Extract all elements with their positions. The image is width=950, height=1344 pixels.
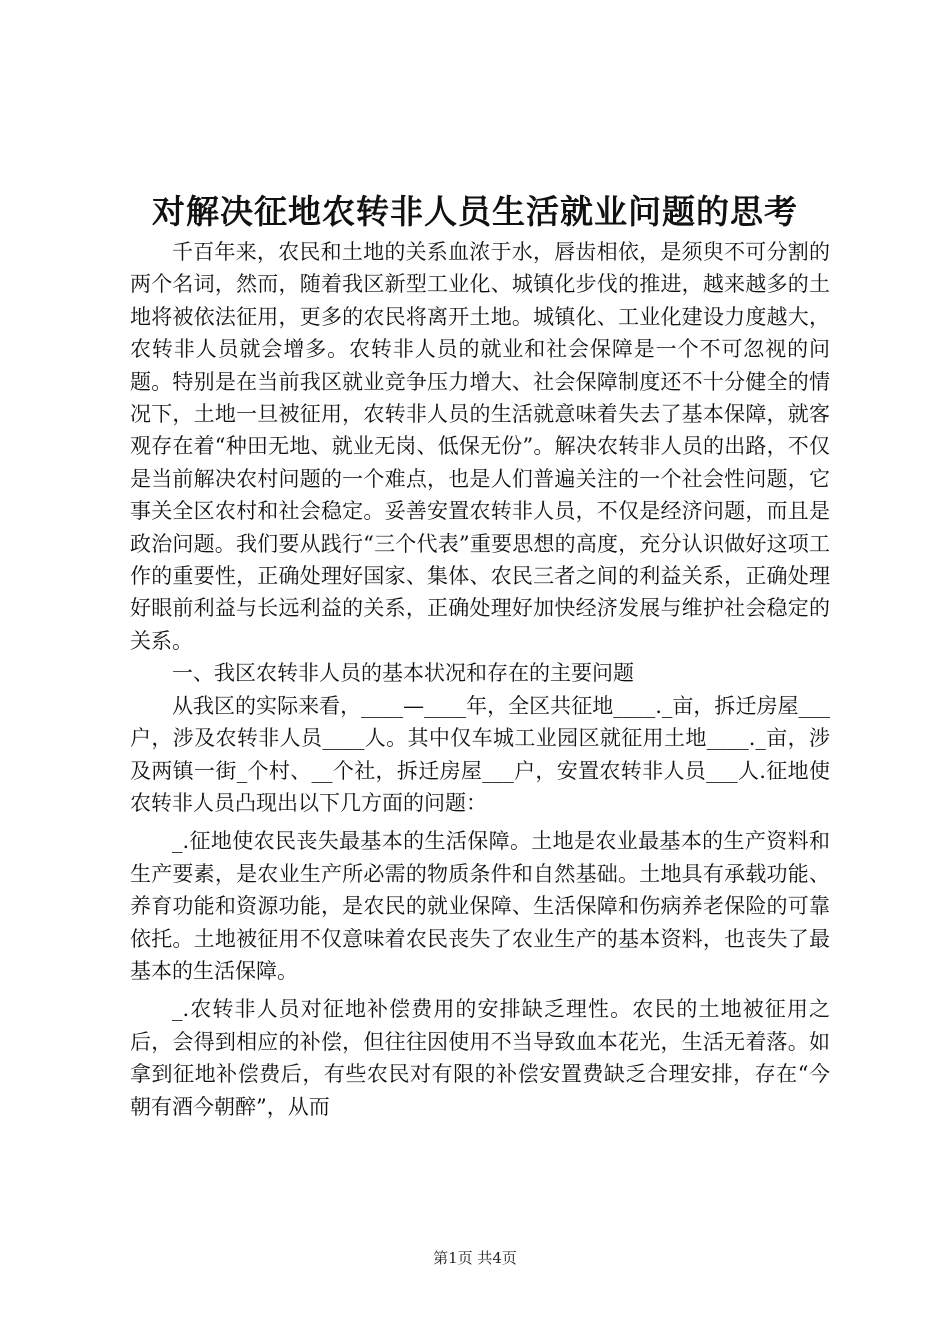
document-body <box>130 236 830 1123</box>
paragraph-point-2: _.农转非人员对征地补偿费用的安排缺乏理性。农民的土地被征用之后，会得到相应的补偿，但往往因使用不当导致血本花光，生活无着落。如拿到征地补偿费后，有些农民对有限的补偿安置费缺乏合理安排，存在“今朝有酒今朝醉”，从而 <box>130 997 830 1119</box>
section-heading-1: 一、我区农转非人员的基本状况和存在的主要问题 <box>172 661 634 686</box>
paragraph-intro: 千百年来，农民和土地的关系血浓于水，唇齿相依，是须臾不可分割的两个名词，然而，随着我区新型工业化、城镇化步伐的推进，越来越多的土地将被依法征用，更多的农民将离开土地。城镇化、工业化建设力度越大，农转非人员就会增多。农转非人员的就业和社会保障是一个不可忽视的问题。特别是在当前我区就业竞争压力增大、社会保障制度还不十分健全的情况下，土地一旦被征用，农转非人员的生活就意味着失去了基本保障，就客观存在着“种田无地、就业无岗、低保无份”。解决农转非人员的出路，不仅是当前解决农村问题的一个难点，也是人们普遍关注的一个社会性问题，它事关全区农村和社会稳定。妥善安置农转非人员，不仅是经济问题，而且是政治问题。我们要从践行“三个代表”重要思想的高度，充分认识做好这项工作的重要性，正确处理好国家、集体、农民三者之间的利益关系，正确处理好眼前利益与长远利益的关系，正确处理好加快经济发展与维护社会稳定的关系。 <box>130 240 830 653</box>
paragraph-point-1: _.征地使农民丧失最基本的生活保障。土地是农业最基本的生产资料和生产要素，是农业生产所必需的物质条件和自然基础。土地具有承载功能、养育功能和资源功能，是农民的就业保障、生活保障和伤病养老保险的可靠依托。土地被征用不仅意味着农民丧失了农业生产的基本资料，也丧失了最基本的生活保障。 <box>130 829 830 983</box>
paragraph-statistics: 从我区的实际来看，____—____年，全区共征地____._亩，拆迁房屋___户，涉及农转非人员____人。其中仅车城工业园区就征用土地____._亩，涉及两镇一街_个村、__个社，拆迁房屋___户，安置农转非人员___人.征地使农转非人员凸现出以下几方面的问题： <box>130 693 830 815</box>
page-footer: 第1页 共4页 <box>433 1249 517 1267</box>
document-title: 对解决征地农转非人员生活就业问题的思考 <box>152 192 798 231</box>
